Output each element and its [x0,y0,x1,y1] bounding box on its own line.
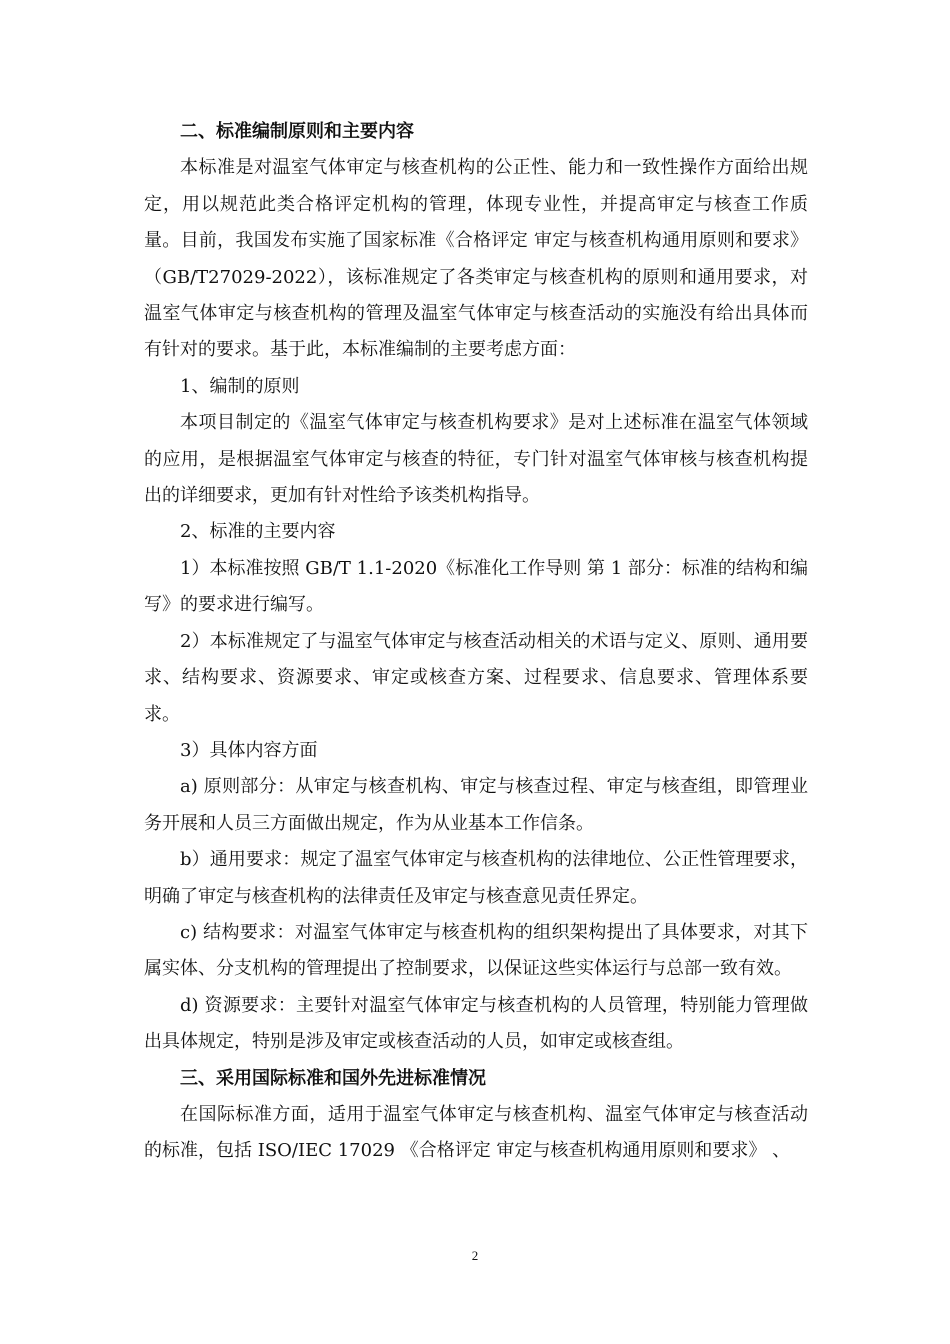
list-item-c: c) 结构要求：对温室气体审定与核查机构的组织架构提出了具体要求，对其下属实体、分支机构的管理提出了控制要求，以保证这些实体运行与总部一致有效。 [144,921,808,980]
page-number: 2 [471,1248,479,1263]
list-item-1: 1）本标准按照 GB/T 1.1-2020《标准化工作导则 第 1 部分：标准的结构和编写》的要求进行编写。 [144,557,808,616]
list-item-d: d) 资源要求：主要针对温室气体审定与核查机构的人员管理，特别能力管理做出具体规定，特别是涉及审定或核查活动的人员，如审定或核查组。 [144,994,808,1053]
subheading-principles: 1、编制的原则 [180,375,300,397]
list-item-a: a) 原则部分：从审定与核查机构、审定与核查过程、审定与核查组，即管理业务开展和人员三方面做出规定，作为从业基本工作信条。 [144,776,808,834]
list-item-b: b）通用要求：规定了温室气体审定与核查机构的法律地位、公正性管理要求，明确了审定与核查机构的法律责任及审定与核查意见责任界定。 [144,849,808,907]
list-item-3: 3）具体内容方面 [180,739,318,761]
paragraph-principles: 本项目制定的《温室气体审定与核查机构要求》是对上述标准在温室气体领域的应用，是根据温室气体审定与核查的特征，专门针对温室气体审核与核查机构提出的详细要求，更加有针对性给予该类机构指导。 [144,412,808,507]
section-heading-3: 三、采用国际标准和国外先进标准情况 [180,1067,486,1089]
list-item-2: 2）本标准规定了与温室气体审定与核查活动相关的术语与定义、原则、通用要求、结构要求、资源要求、审定或核查方案、过程要求、信息要求、管理体系要求。 [144,630,808,725]
paragraph-international: 在国际标准方面，适用于温室气体审定与核查机构、温室气体审定与核查活动的标准，包括 ISO/IEC 17029 《合格评定 审定与核查机构通用原则和要求》 、 [144,1103,808,1162]
paragraph-intro: 本标准是对温室气体审定与核查机构的公正性、能力和一致性操作方面给出规定，用以规范此类合格评定机构的管理，体现专业性，并提高审定与核查工作质量。目前，我国发布实施了国家标准《合格评定 审定与核查机构通用原则和要求》（GB/T27029-2022），该标准规定了各类审定与核查机构的原则和通用要求，对温室气体审定与核查机构的管理及温室气体审定与核查活动的实施没有给出具体而有针对的要求。基于此，本标准编制的主要考虑方面： [144,157,808,361]
document-body [144,114,808,1170]
section-heading-2: 二、标准编制原则和主要内容 [180,121,414,142]
subheading-main-content: 2、标准的主要内容 [180,521,336,543]
